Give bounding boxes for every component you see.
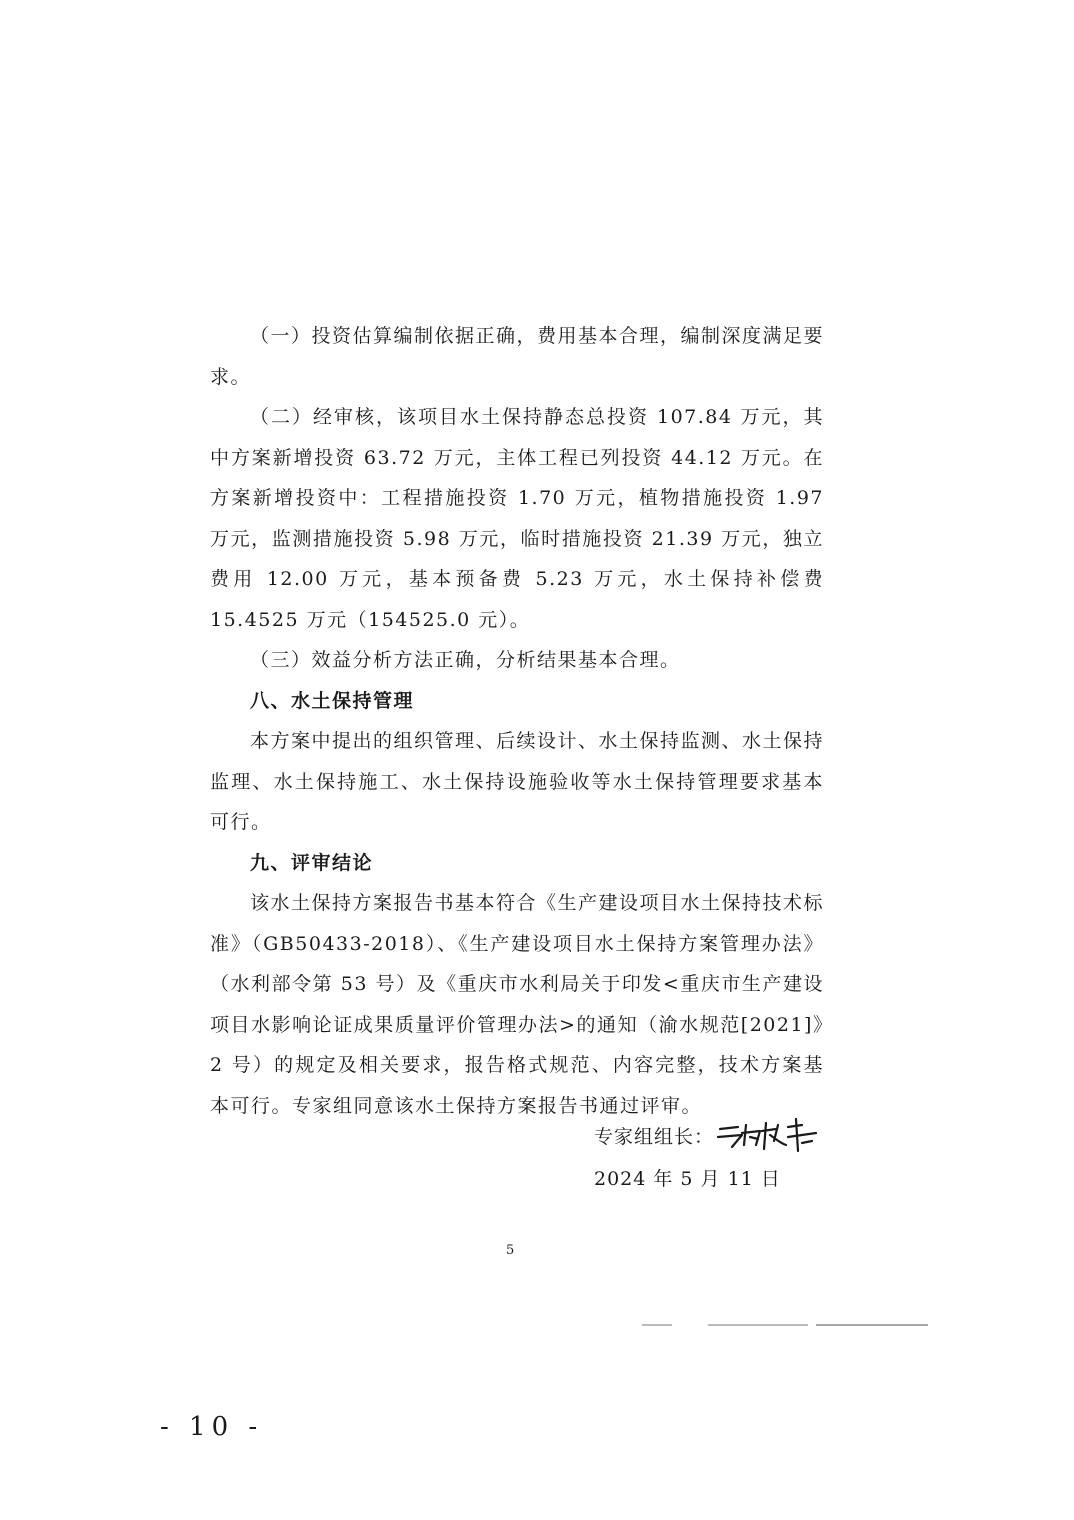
document-body — [210, 316, 824, 1126]
paragraph-investment-amounts: （二）经审核，该项目水土保持静态总投资 107.84 万元，其中方案新增投资 63.72 万元，主体工程已列投资 44.12 万元。在方案新增投资中：工程措施投资 1.70 万元，植物措施投资 1.97 万元，监测措施投资 5.98 万元，临时措施投资 21.39 万元，独立费用 12.00 万元，基本预备费 5.23 万元，水土保持补偿费 15.4525 万元（154525.0 元）。 — [210, 406, 824, 631]
signature-line — [594, 1118, 894, 1152]
inner-page-number: 5 — [506, 1243, 515, 1258]
heading-soil-water-management: 八、水土保持管理 — [250, 689, 415, 712]
paragraph-benefit-analysis: （三）效益分析方法正确，分析结果基本合理。 — [250, 649, 681, 671]
paragraph-investment-basis: （一）投资估算编制依据正确，费用基本合理，编制深度满足要求。 — [210, 325, 825, 388]
outer-page-number: - 10 - — [160, 1412, 264, 1442]
scan-artifact-line — [816, 1324, 928, 1326]
scan-artifact-line — [708, 1324, 808, 1326]
heading-review-conclusion: 九、评审结论 — [250, 851, 374, 874]
scan-artifact-line — [642, 1324, 672, 1326]
signature-block — [594, 1118, 894, 1191]
signature-label: 专家组组长： — [594, 1125, 715, 1148]
signature-date: 2024 年 5 月 11 日 — [594, 1168, 781, 1190]
paragraph-conclusion: 该水土保持方案报告书基本符合《生产建设项目水土保持技术标准》（GB50433-2018）、《生产建设项目水土保持方案管理办法》（水利部令第 53 号）及《重庆市水利局关于印发<重庆市生产建设项目水影响论证成果质量评价管理办法>的通知（渝水规范[2021]》2 号）的规定及相关要求，报告格式规范、内容完整，技术方案基本可行。专家组同意该水土保持方案报告书通过评审。 — [210, 892, 825, 1117]
paragraph-management: 本方案中提出的组织管理、后续设计、水土保持监测、水土保持监理、水土保持施工、水土保持设施验收等水土保持管理要求基本可行。 — [210, 730, 825, 833]
handwritten-signature-icon — [716, 1115, 826, 1155]
